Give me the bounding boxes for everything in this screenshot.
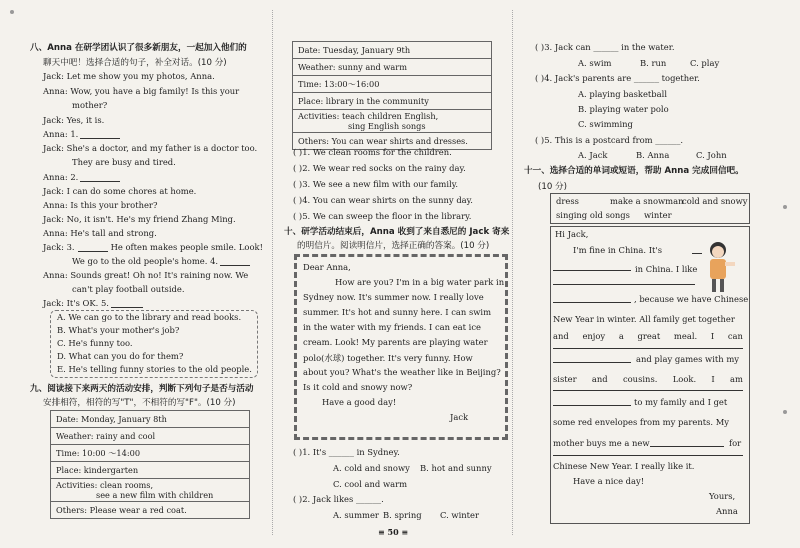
postcard-line: Dear Anna, — [303, 262, 351, 272]
table-cell: Time: 10:00 ～14:00 — [51, 445, 250, 462]
mc-option: B. Anna — [636, 150, 670, 160]
tf-question: ( )4. You can wear shirts on the sunny day. — [293, 195, 473, 205]
dialog-line: Jack: 3. He often makes people smile. Look! — [43, 242, 263, 252]
mc-option: B. hot and sunny — [420, 463, 492, 473]
postcard-line: about you? What's the weather like in Beijing? — [303, 367, 501, 377]
dialog-line: Anna: 2. — [43, 172, 120, 182]
column-divider — [272, 10, 273, 535]
word-bank-item: winter — [644, 210, 672, 220]
mc-question: ( )3. Jack can ______ in the water. — [535, 42, 675, 52]
dialog-line: Jack: She's a doctor, and my father is a doctor too. — [43, 143, 258, 153]
table-cell: Weather: sunny and warm — [293, 59, 492, 76]
binding-hole — [783, 410, 787, 414]
answer-blank[interactable] — [553, 405, 631, 406]
dialog-line: Jack: No, it isn't. He's my friend Zhang Ming. — [43, 214, 236, 224]
answer-blank[interactable] — [650, 446, 724, 447]
postcard-line: How are you? I'm in a big water park in — [335, 277, 505, 287]
postcard-line: in the water with my friends. I can eat ice — [303, 322, 481, 332]
mc-option: A. Jack — [578, 150, 608, 160]
mc-option: B. playing water polo — [578, 104, 669, 114]
sec11-score: (10 分) — [538, 182, 567, 192]
postcard-line: polo(水球) together. It's very funny. How — [303, 353, 473, 363]
dialog-line: Anna: Wow, you have a big family! Is this your — [43, 86, 240, 96]
dialog-line: Jack: Let me show you my photos, Anna. — [43, 71, 215, 81]
dialog-line: Anna: He's tall and strong. — [43, 228, 157, 238]
option-item: B. What's your mother's job? — [57, 325, 180, 335]
postcard-line: Sydney now. It's summer now. I really love — [303, 292, 484, 302]
mc-question: ( )2. Jack likes ______. — [293, 494, 384, 504]
letter-line: I'm fine in China. It's — [573, 245, 663, 255]
schedule-table-monday — [50, 410, 250, 519]
dialog-line: Jack: Yes, it is. — [43, 115, 105, 125]
word-bank-item: dress — [556, 196, 579, 206]
mc-question: ( )1. It's ______ in Sydney. — [293, 447, 400, 457]
postcard-line: Have a good day! — [322, 397, 397, 407]
answer-blank[interactable] — [553, 455, 743, 456]
letter-line: Chinese New Year. I really like it. — [553, 461, 695, 471]
mc-option: C. cool and warm — [333, 479, 408, 489]
column-divider — [512, 10, 513, 535]
letter-closing: Yours, — [709, 491, 736, 501]
mc-option: B. spring — [383, 510, 422, 520]
table-cell: Activities: clean rooms, see a new film with children — [51, 479, 250, 502]
table-cell: Date: Tuesday, January 9th — [293, 42, 492, 59]
sec9-title-line2: 安排相符，相符的写"T"，不相符的写"F"。(10 分) — [43, 398, 236, 408]
postcard-signature: Jack — [450, 412, 469, 422]
option-item: C. He's funny too. — [57, 338, 133, 348]
letter-line: for — [729, 438, 742, 448]
dialog-line: We go to the old people's home. 4. — [72, 256, 250, 266]
table-cell: Activities: teach children English, sing English songs — [293, 110, 492, 133]
letter-line: , because we have Chinese — [634, 294, 749, 304]
sec8-title-line2: 聊天中吧！选择合适的句子，补全对话。(10 分) — [43, 58, 227, 68]
letter-line: in China. I like — [635, 264, 698, 274]
mc-option: C. swimming — [578, 119, 633, 129]
letter-line: and play games with my — [636, 354, 739, 364]
answer-blank[interactable] — [553, 270, 631, 271]
dialog-line: Anna: 1. — [43, 129, 120, 139]
letter-line: to my family and I get — [634, 397, 728, 407]
postcard-line: summer. It's hot and sunny here. I can swim — [303, 307, 492, 317]
letter-line: New Year in winter. All family get together — [553, 314, 735, 324]
mc-option: C. winter — [440, 510, 479, 520]
table-cell: Others: Please wear a red coat. — [51, 502, 250, 519]
option-item: D. What can you do for them? — [57, 351, 184, 361]
mc-option: A. swim — [578, 58, 612, 68]
table-cell: Place: kindergarten — [51, 462, 250, 479]
word-bank-item: singing old songs — [556, 210, 630, 220]
dialog-line: Jack: I can do some chores at home. — [43, 186, 197, 196]
word-bank-item: make a snowman — [610, 196, 684, 206]
binding-hole — [783, 205, 787, 209]
dialog-line: mother? — [72, 100, 108, 110]
tf-question: ( )3. We see a new film with our family. — [293, 179, 459, 189]
word-bank-item: cold and snowy — [682, 196, 748, 206]
page-number: ≡ 50 ≡ — [378, 527, 409, 537]
mc-question: ( )5. This is a postcard from ______. — [535, 135, 684, 145]
letter-signature: Anna — [716, 506, 738, 516]
mc-option: A. playing basketball — [578, 89, 667, 99]
table-cell: Time: 13:00～16:00 — [293, 76, 492, 93]
dialog-line: Anna: Sounds great! Oh no! It's raining now. We — [43, 270, 249, 280]
letter-line: Have a nice day! — [573, 476, 645, 486]
sec11-title: 十一、选择合适的单词或短语，帮助 Anna 完成回信吧。 — [524, 166, 744, 176]
letter-line: and enjoy a great meal. I can — [553, 331, 743, 341]
mc-option: A. cold and snowy — [333, 463, 410, 473]
tf-question: ( )1. We clean rooms for the children. — [293, 147, 452, 157]
dialog-line: Jack: It's OK. 5. — [43, 298, 143, 308]
mc-option: B. run — [640, 58, 667, 68]
mc-question: ( )4. Jack's parents are ______ together. — [535, 73, 700, 83]
option-item: A. We can go to the library and read books. — [57, 312, 242, 322]
answer-blank[interactable] — [553, 284, 695, 285]
sec9-title-line1: 九、阅读接下来两天的活动安排，判断下列句子是否与活动 — [30, 384, 254, 394]
letter-line: sister and cousins. Look. I am — [553, 374, 743, 384]
table-cell: Weather: rainy and cool — [51, 428, 250, 445]
mc-option: C. play — [690, 58, 720, 68]
answer-blank[interactable] — [553, 302, 631, 303]
binding-hole — [10, 10, 14, 14]
table-cell: Others: You can wear shirts and dresses. — [293, 133, 492, 150]
answer-blank[interactable] — [553, 390, 743, 391]
sec8-title-line1: 八、Anna 在研学团认识了很多新朋友，一起加入他们的 — [30, 43, 247, 53]
table-cell: Date: Monday, January 8th — [51, 411, 250, 428]
option-item: E. He's telling funny stories to the old people. — [57, 364, 252, 374]
answer-blank[interactable] — [553, 362, 631, 363]
letter-line: some red envelopes from my parents. My — [553, 417, 730, 427]
dialog-line: Anna: Is this your brother? — [43, 200, 158, 210]
tf-question: ( )2. We wear red socks on the rainy day. — [293, 163, 466, 173]
mc-option: C. John — [696, 150, 727, 160]
sec10-title-line1: 十、研学活动结束后，Anna 收到了来自悉尼的 Jack 寄来 — [284, 227, 510, 237]
letter-greeting: Hi Jack, — [555, 229, 589, 239]
postcard-line: Is it cold and snowy now? — [303, 382, 413, 392]
answer-blank[interactable] — [692, 253, 702, 254]
girl-illustration — [700, 240, 740, 296]
postcard-line: cream. Look! My parents are playing water — [303, 337, 488, 347]
answer-blank[interactable] — [553, 348, 743, 349]
mc-option: A. summer — [333, 510, 379, 520]
schedule-table-tuesday — [292, 41, 492, 150]
letter-line: mother buys me a new — [553, 438, 650, 448]
dialog-line: They are busy and tired. — [72, 157, 176, 167]
dialog-line: can't play football outside. — [72, 284, 185, 294]
tf-question: ( )5. We can sweep the floor in the library. — [293, 211, 472, 221]
sec10-title-line2: 的明信片。阅读明信片，选择正确的答案。(10 分) — [297, 241, 490, 251]
table-cell: Place: library in the community — [293, 93, 492, 110]
